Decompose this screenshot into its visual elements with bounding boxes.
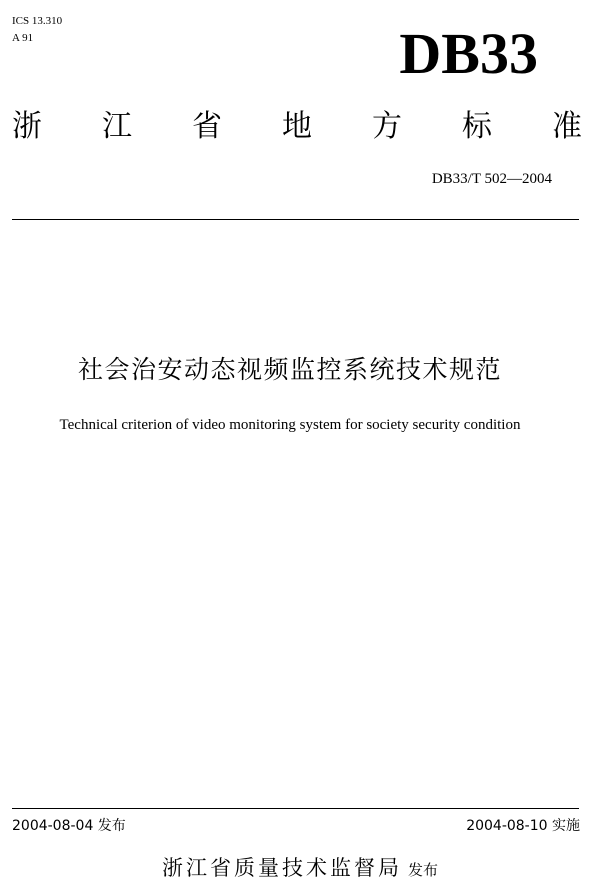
standard-number: DB33/T 502—2004 bbox=[431, 171, 552, 187]
issuing-authority bbox=[0, 852, 600, 886]
standard-title-char: 准 bbox=[552, 109, 582, 144]
ccs-code: A 91 bbox=[12, 32, 34, 44]
document-title-chinese: 社会治安动态视频监控系统技术规范 bbox=[77, 355, 502, 384]
issuer-suffix: 发布 bbox=[407, 861, 438, 879]
document-title-english: Technical criterion of video monitoring system for society security condition bbox=[59, 417, 521, 433]
top-divider bbox=[12, 219, 579, 220]
standard-title-char: 方 bbox=[372, 109, 402, 144]
standard-title-char: 地 bbox=[282, 109, 312, 144]
standard-title-char: 江 bbox=[102, 109, 132, 144]
ics-code: ICS 13.310 bbox=[12, 15, 63, 27]
issue-date: 2004-08-04 发布 bbox=[12, 818, 126, 834]
standard-title bbox=[12, 104, 582, 150]
issuer-name: 浙江省质量技术监督局 bbox=[161, 856, 402, 880]
implementation-date: 2004-08-10 实施 bbox=[466, 818, 580, 834]
standard-title-char: 省 bbox=[192, 109, 222, 144]
db33-logo: DB33 bbox=[399, 21, 538, 86]
standard-title-char: 浙 bbox=[12, 109, 42, 144]
standard-title-char: 标 bbox=[462, 109, 492, 144]
bottom-divider bbox=[12, 808, 579, 809]
